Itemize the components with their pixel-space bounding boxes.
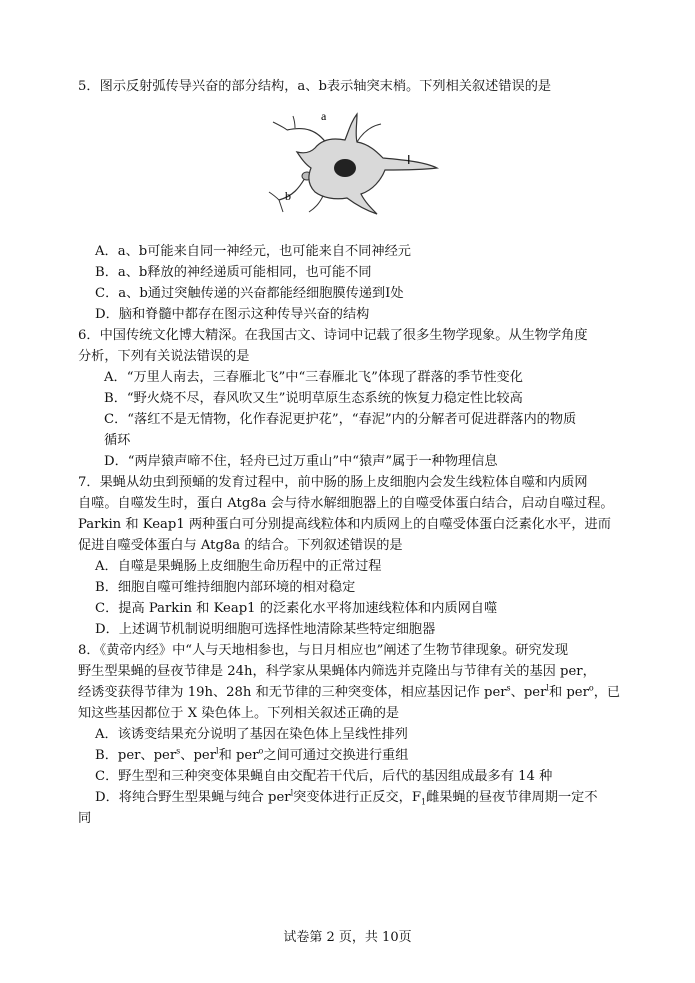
q6-option-d: D．“两岸猿声啼不住，轻舟已过万重山”中“猿声”属于一种物理信息 <box>104 454 498 469</box>
q6-option-b: B．“野火烧不尽，春风吹又生”说明草原生态系统的恢复力稳定性比较高 <box>104 391 523 406</box>
neuron-diagram <box>265 108 440 218</box>
q6-stem-1: 6．中国传统文化博大精深。在我国古文、诗词中记载了很多生物学现象。从生物学角度 <box>78 328 588 343</box>
q5-option-d: D．脑和脊髓中都存在图示这种传导兴奋的结构 <box>95 307 370 322</box>
label-I: Ⅰ <box>407 153 411 167</box>
q6-option-c-cont: 循环 <box>104 433 131 448</box>
q7-option-c: C．提高 Parkin 和 Keap1 的泛素化水平将加速线粒体和内质网自噬 <box>95 601 498 616</box>
q8-option-d: D．将纯合野生型果蝇与纯合 per$^l$突变体进行正反交，$F_1$雌果蝇的昼夜节律周期一定不 <box>95 788 598 807</box>
neuron-figure <box>265 108 440 218</box>
q6-stem-2: 分析，下列有关说法错误的是 <box>78 349 250 364</box>
label-a: a <box>321 109 327 123</box>
q5-stem: 5．图示反射弧传导兴奋的部分结构，a、b表示轴突末梢。下列相关叙述错误的是 <box>78 79 552 94</box>
q7-stem-2: 自噬。自噬发生时，蛋白 Atg8a 会与待水解细胞器上的自噬受体蛋白结合，启动自噬过程。 <box>78 496 614 511</box>
label-b: b <box>285 189 291 203</box>
q5-option-a: A．a、b可能来自同一神经元，也可能来自不同神经元 <box>95 244 411 259</box>
q5-option-c: C．a、b通过突触传递的兴奋都能经细胞膜传递到Ⅰ处 <box>95 286 404 301</box>
q7-option-b: B．细胞自噬可维持细胞内部环境的相对稳定 <box>95 580 356 595</box>
q7-stem-1: 7．果蝇从幼虫到预蛹的发育过程中，前中肠的肠上皮细胞内会发生线粒体自噬和内质网 <box>78 475 588 490</box>
q8-stem-4: 知这些基因都位于 X 染色体上。下列相关叙述正确的是 <box>78 706 400 721</box>
q8-option-d-cont: 同 <box>78 811 92 826</box>
q6-option-c: C．“落红不是无情物，化作春泥更护花”，“春泥”内的分解者可促进群落内的物质 <box>104 412 577 427</box>
q5-option-b: B．a、b释放的神经递质可能相同，也可能不同 <box>95 265 372 280</box>
q8-option-a: A．该诱变结果充分说明了基因在染色体上呈线性排列 <box>95 727 408 742</box>
q7-option-a: A．自噬是果蝇肠上皮细胞生命历程中的正常过程 <box>95 559 382 574</box>
q8-stem-2: 野生型果蝇的昼夜节律是 24h，科学家从果蝇体内筛选并克隆出与节律有关的基因 per， <box>78 664 596 679</box>
q7-stem-3: Parkin 和 Keap1 两种蛋白可分别提高线粒体和内质网上的自噬受体蛋白泛素化水平，进而 <box>78 517 611 532</box>
q8-option-c: C．野生型和三种突变体果蝇自由交配若干代后，后代的基因组成最多有 14 种 <box>95 769 553 784</box>
q8-stem-3: 经诱变获得节律为 19h、28h 和无节律的三种突变体，相应基因记作 per$^s$、per$^l$和 per$^o$，已 <box>78 683 621 700</box>
q8-stem-1: 8．《黄帝内经》中“人与天地相参也，与日月相应也”阐述了生物节律现象。研究发现 <box>78 643 569 658</box>
q8-option-b: B．per、per$^s$、per$^l$和 per$^o$之间可通过交换进行重组 <box>95 746 409 763</box>
q7-option-d: D．上述调节机制说明细胞可选择性地清除某些特定细胞器 <box>95 622 436 637</box>
q7-stem-4: 促进自噬受体蛋白与 Atg8a 的结合。下列叙述错误的是 <box>78 538 403 553</box>
page-footer: 试卷第 2 页，共 10页 <box>283 930 412 945</box>
q6-option-a: A．“万里人南去，三春雁北飞”中“三春雁北飞”体现了群落的季节性变化 <box>104 370 523 385</box>
